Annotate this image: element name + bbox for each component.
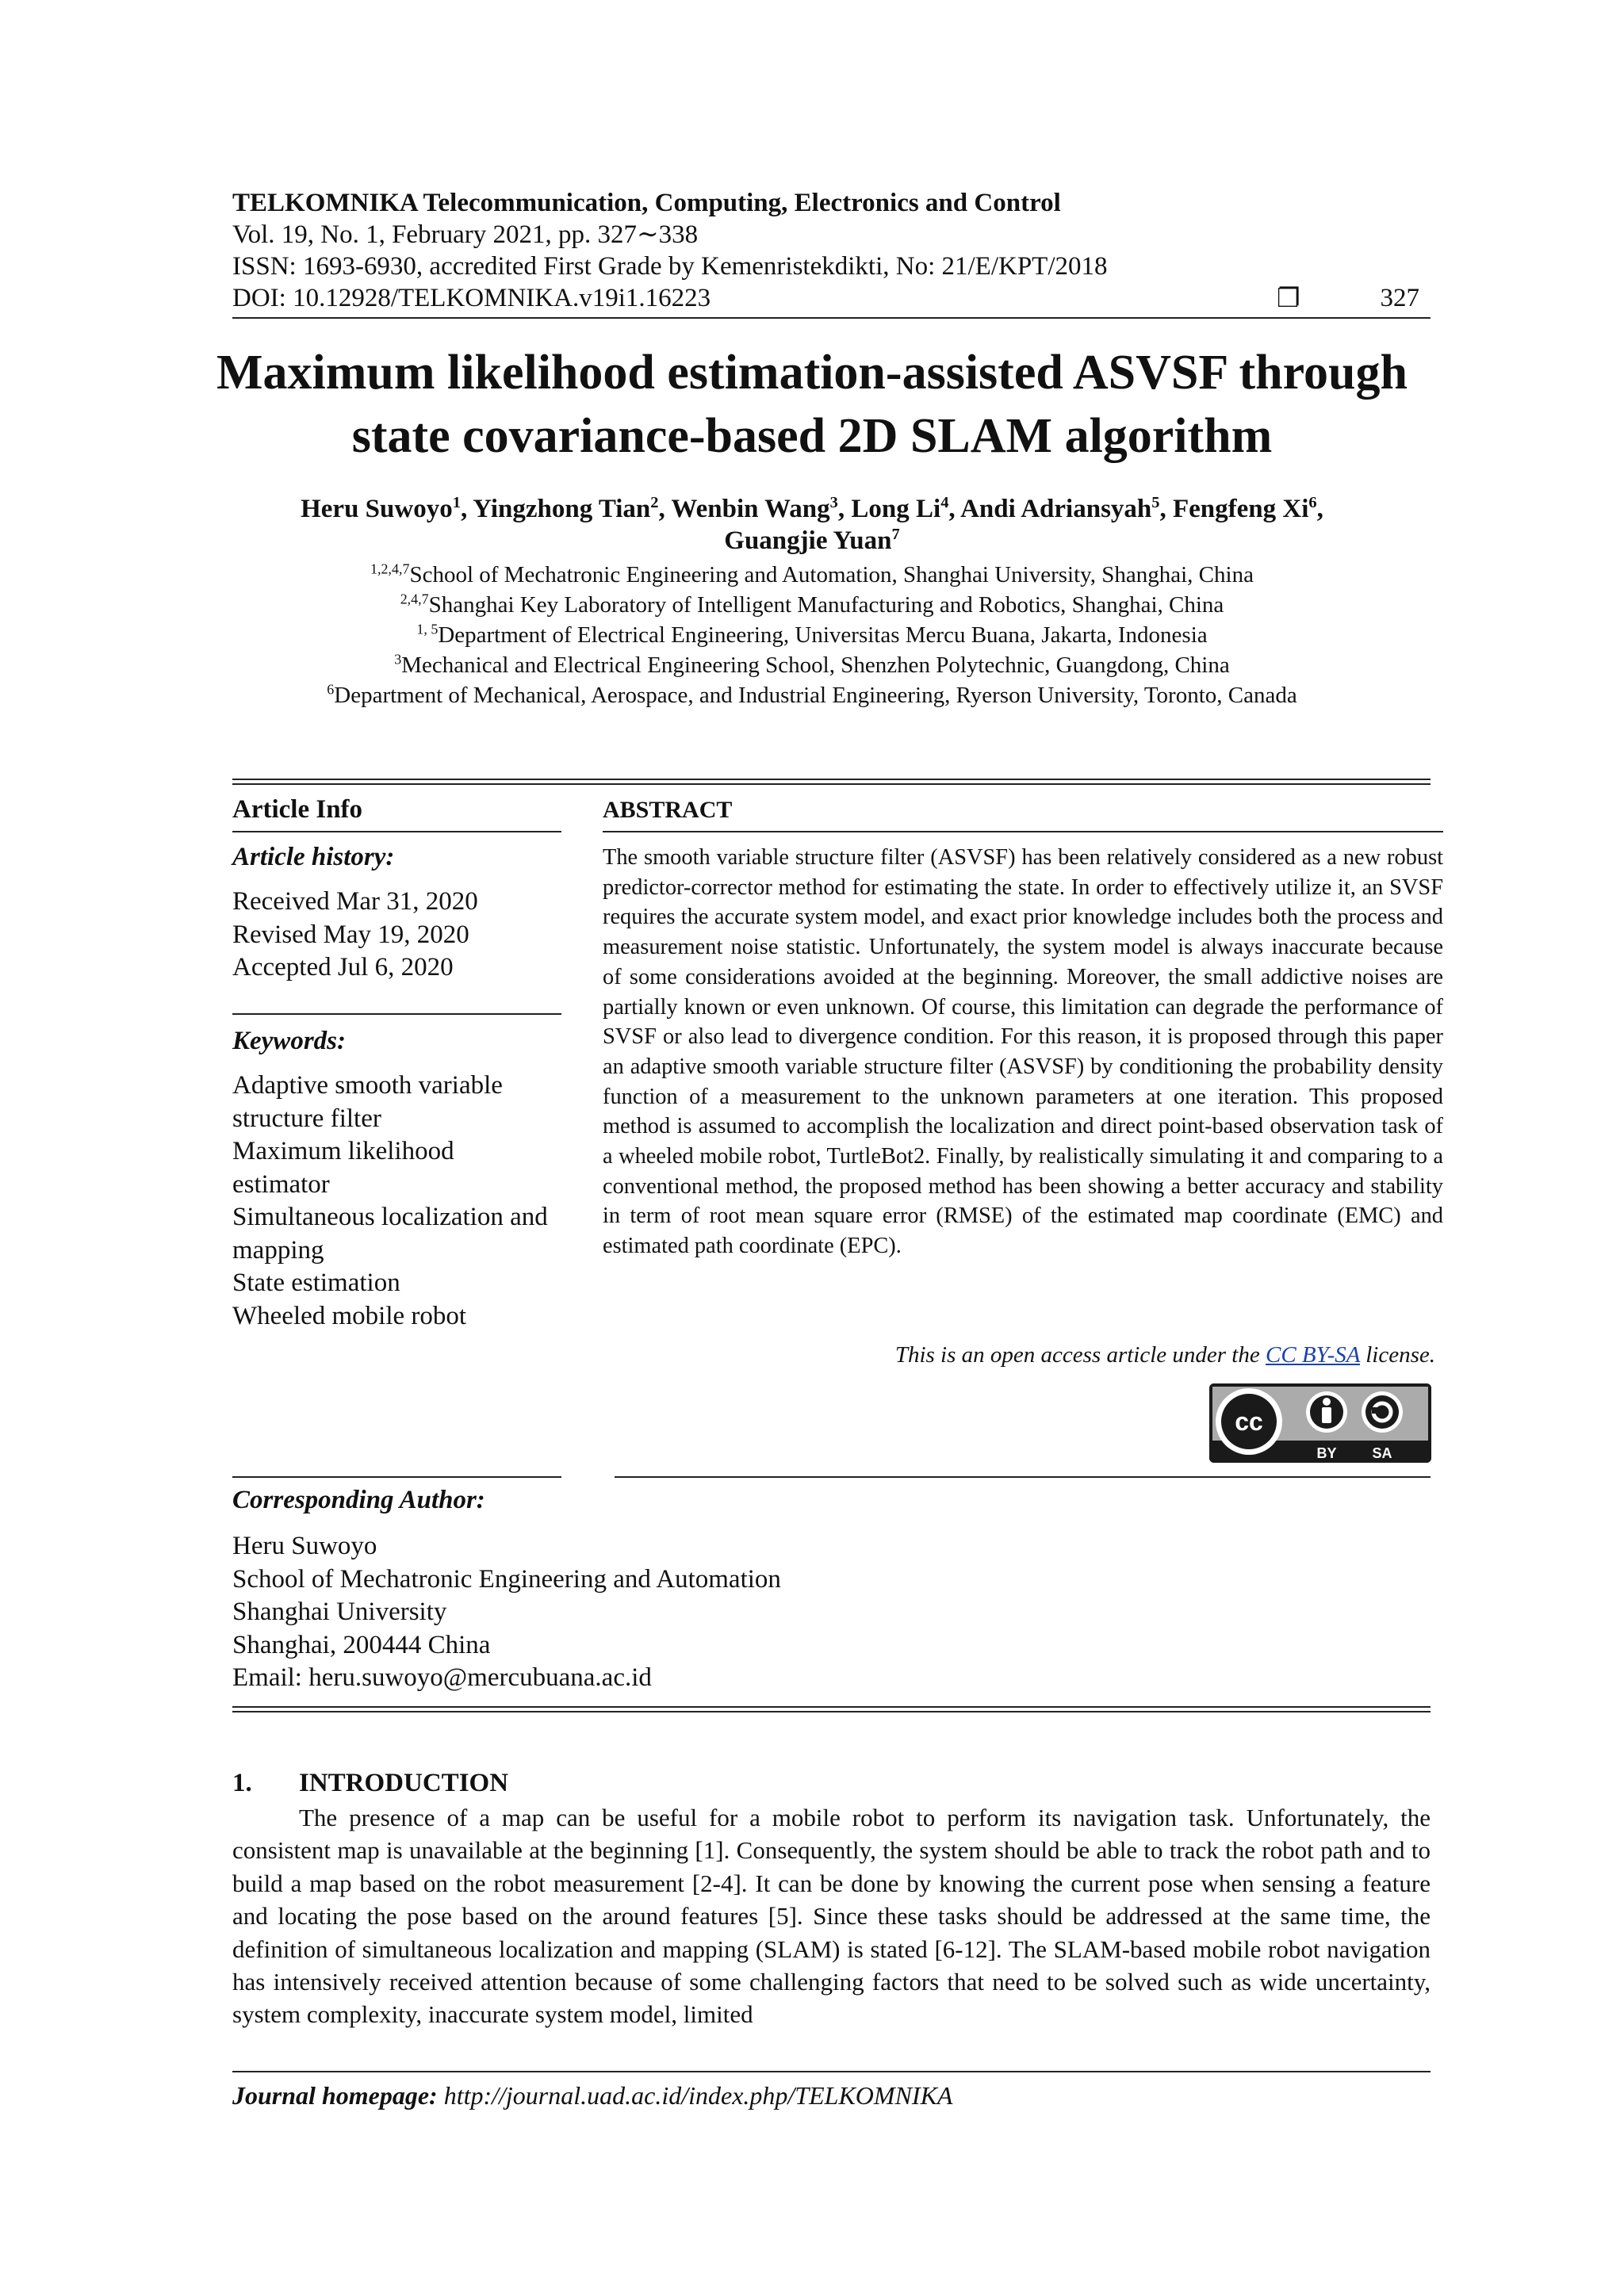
paper-title: [159, 341, 1465, 468]
corresponding-email: Email: heru.suwoyo@mercubuana.ac.id: [232, 1663, 652, 1692]
article-history-heading: Article history:: [232, 843, 395, 871]
homepage-url[interactable]: http://journal.uad.ac.id/index.php/TELKOMNIKA: [443, 2081, 953, 2110]
keyword: mapping: [232, 1235, 324, 1265]
share-alike-icon: [1362, 1391, 1403, 1433]
homepage-label: Journal homepage:: [232, 2081, 438, 2110]
affiliation: $^{2,4,7}$Shanghai Key Laboratory of Intelligent Manufacturing and Robotics, Shanghai, China: [400, 591, 1224, 618]
cc-badge-graphic: [1209, 1383, 1431, 1463]
by-label: BY: [1316, 1445, 1337, 1461]
license-note: This is an open access article under the CC BY-SA license.: [894, 1342, 1435, 1368]
keywords-heading: Keywords:: [232, 1027, 346, 1055]
doi-info: DOI: 10.12928/TELKOMNIKA.v19i1.16223: [232, 284, 711, 312]
abstract-heading: ABSTRACT: [603, 797, 733, 823]
article-info-heading: Article Info: [232, 795, 363, 824]
article-info-rule: [232, 831, 561, 832]
author: Heru Suwoyo$^1$,: [301, 494, 473, 523]
keywords-rule: [232, 1013, 561, 1015]
info-top-rule: [232, 783, 1431, 785]
abstract-text: The smooth variable structure filter (ASVSF) has been relatively considered as a new robust predictor-corrector method for estimating the state. In order to effectively utilize it, an SVSF requires the accurate system model, and exact prior knowledge includes both the process and measurement noise statistic. Unfortunately, the system model is always inaccurate because of some considerations avoided at the beginning. Moreover, the small addictive noises are partially known or even unknown. Of course, this limitation can degrade the performance of SVSF or also lead to divergence condition. For this reason, it is proposed through this paper an adaptive smooth variable structure filter (ASVSF) by conditioning the probability density function of a measurement to the unknown parameters at one iteration. This proposed method is assumed to accomplish the localization and direct point-based observation task of a wheeled mobile robot, TurtleBot2. Finally, by realistically simulating it and comparing to a conventional method, the proposed method has been showing a better accuracy and stability in term of root mean square error (RMSE) of the estimated map coordinate (EMC) and estimated path coordinate (EPC).: [603, 845, 1443, 1259]
section-heading: INTRODUCTION: [299, 1769, 509, 1797]
affiliation: $^3$Mechanical and Electrical Engineering School, Shenzhen Polytechnic, Guangdong, China: [394, 651, 1230, 678]
sa-label: SA: [1372, 1445, 1392, 1461]
author: Yingzhong Tian$^2$,: [473, 494, 672, 523]
abstract-rule: [603, 831, 1443, 832]
keyword: Simultaneous localization and: [232, 1203, 548, 1231]
issn-info: ISSN: 1693-6930, accredited First Grade by Kemenristekdikti, No: 21/E/KPT/2018: [232, 252, 1108, 281]
article-history: [232, 886, 478, 985]
revised-date: Revised May 19, 2020: [232, 920, 469, 949]
info-top-rule: [232, 779, 1431, 780]
cc-icon: cc: [1235, 1407, 1263, 1436]
author: Wenbin Wang$^3$,: [671, 494, 852, 523]
keyword: Adaptive smooth variable: [232, 1071, 503, 1100]
affiliation: $^{1, 5}$Department of Electrical Engineering, Universitas Mercu Buana, Jakarta, Indonesia: [416, 621, 1208, 648]
corresponding-dept: School of Mechatronic Engineering and Automation: [232, 1564, 781, 1594]
page-number: 327: [1380, 284, 1419, 312]
keyword: Wheeled mobile robot: [232, 1301, 467, 1330]
cc-by-sa-badge: [1209, 1383, 1431, 1463]
volume-info: Vol. 19, No. 1, February 2021, pp. 327∼338: [232, 220, 699, 249]
corresponding-block: [232, 1530, 781, 1695]
author: Andi Adriansyah$^5$,: [960, 494, 1173, 523]
keyword: State estimation: [232, 1269, 400, 1297]
affiliation: $^6$Department of Mechanical, Aerospace, and Industrial Engineering, Ryerson University, Toronto, Canada: [327, 681, 1297, 708]
corresponding-name: Heru Suwoyo: [232, 1532, 377, 1560]
info-bottom-rule: [232, 1706, 1431, 1708]
author-list: [190, 493, 1434, 557]
footer-rule: [232, 2071, 1431, 2072]
corresponding-university: Shanghai University: [232, 1598, 447, 1626]
keywords-list: [232, 1070, 548, 1333]
accepted-date: Accepted Jul 6, 2020: [232, 953, 454, 982]
author: Guangjie Yuan$^7$: [724, 526, 900, 555]
box-icon: ❐: [1277, 282, 1300, 313]
author: Fengfeng Xi$^6$,: [1173, 494, 1323, 523]
section-number: 1.: [232, 1769, 252, 1797]
header-rule: [232, 317, 1431, 319]
affiliation: $^{1,2,4,7}$School of Mechatronic Engineering and Automation, Shanghai University, Shanghai, China: [370, 561, 1254, 587]
title-line-1: Maximum likelihood estimation-assisted ASVSF through: [216, 346, 1408, 400]
abstract-bottom-rule: [615, 1476, 1431, 1478]
introduction-text: The presence of a map can be useful for a mobile robot to perform its navigation task. Unfortunately, the consistent map is unavailable at the beginning [1]. Consequently, the system should be able to track the robot path and to build a map based on the robot measurement [2-4]. It can be done by knowing the current pose when sensing a feature and locating the pose based on the around features [5]. Since these tasks should be addressed at the same time, the definition of simultaneous localization and mapping (SLAM) is stated [6-12]. The SLAM-based mobile robot navigation has intensively received attention because of some challenging factors that need to be solved such as wide uncertainty, system complexity, inaccurate system model, limited: [232, 1804, 1431, 2029]
keyword: estimator: [232, 1169, 330, 1199]
title-line-2: state covariance-based 2D SLAM algorithm: [351, 409, 1273, 463]
corresponding-address: Shanghai, 200444 China: [232, 1630, 491, 1659]
attribution-icon: [1306, 1391, 1347, 1433]
journal-homepage: [232, 2079, 952, 2112]
keyword: structure filter: [232, 1104, 381, 1133]
info-bottom-rule: [232, 1711, 1431, 1712]
author: Long Li$^4$,: [851, 494, 961, 523]
license-link[interactable]: CC BY-SA: [1266, 1342, 1360, 1368]
received-date: Received Mar 31, 2020: [232, 887, 478, 916]
keyword: Maximum likelihood: [232, 1137, 454, 1165]
journal-name: TELKOMNIKA Telecommunication, Computing, Electronics and Control: [232, 189, 1061, 217]
corresponding-rule: [232, 1476, 561, 1478]
corresponding-heading: Corresponding Author:: [232, 1486, 485, 1514]
